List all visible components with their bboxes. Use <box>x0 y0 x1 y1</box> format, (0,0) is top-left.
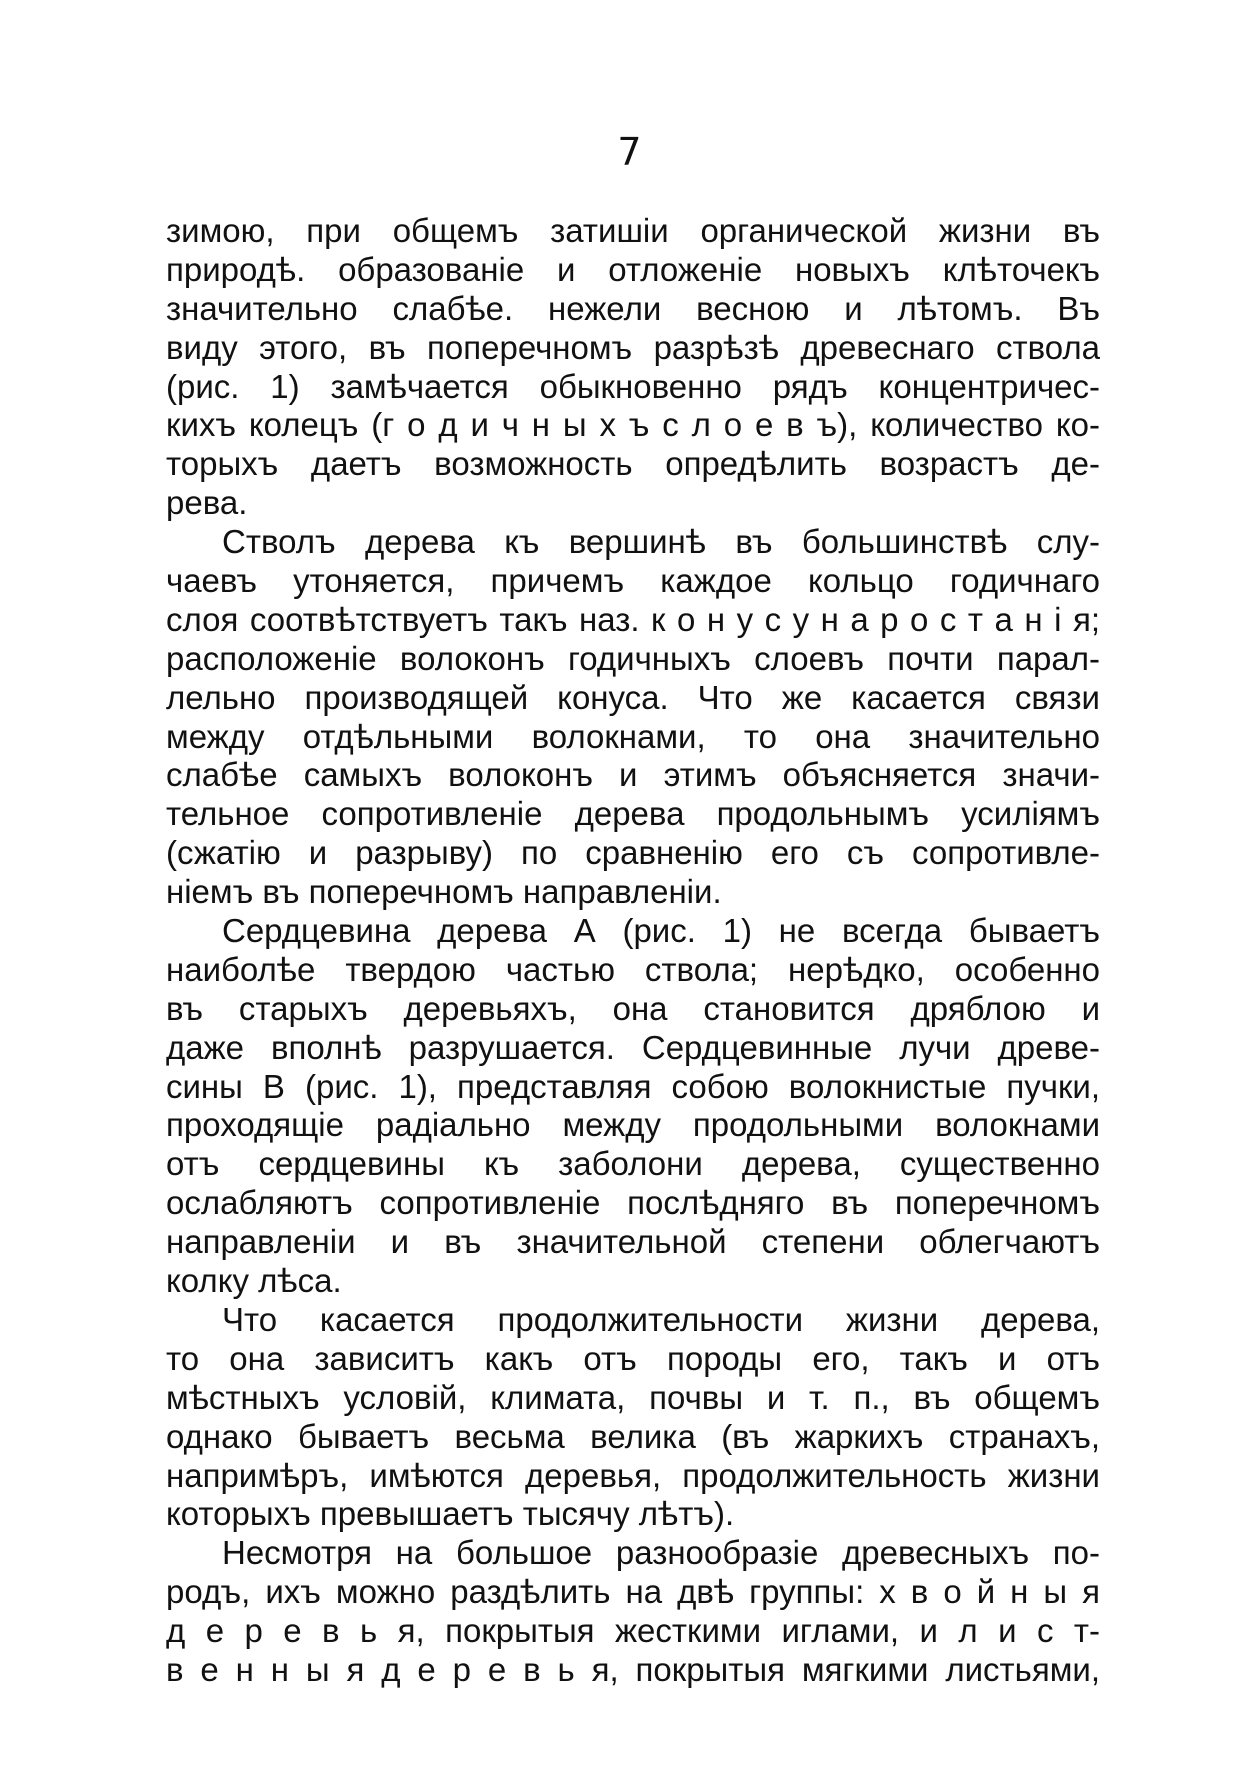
paragraph <box>166 1534 1100 1690</box>
text-line: колку лѣса. <box>166 1262 342 1300</box>
page-number: 7 <box>617 130 642 174</box>
text-line: сины В (рис. 1), представляя собою волокнистые пучки, <box>166 1067 1100 1105</box>
text-line: напримѣръ, имѣются деревья, продолжительность жизни <box>166 1456 1100 1494</box>
text-line: между отдѣльными волокнами, то она значительно <box>166 717 1100 755</box>
text-line: в е н н ы я д е р е в ь я, покрытыя мягкими листьями, <box>166 1650 1100 1688</box>
paragraph <box>166 1301 1100 1534</box>
text-line: ніемъ въ поперечномъ направленіи. <box>166 873 722 911</box>
text-line: наиболѣе твердою частью ствола; нерѣдко, особенно <box>166 950 1100 988</box>
text-line: въ старыхъ деревьяхъ, она становится дряблою и <box>166 989 1100 1027</box>
text-line: расположеніе волоконъ годичныхъ слоевъ почти парал- <box>166 639 1100 677</box>
paragraph <box>166 212 1100 523</box>
text-line: слоя соотвѣтствуетъ такъ наз. к о н у с у н а р о с т а н і я; <box>166 600 1100 638</box>
text-line: д е р е в ь я, покрытыя жесткими иглами, и л и с т- <box>166 1612 1100 1650</box>
text-line: которыхъ превышаетъ тысячу лѣтъ). <box>166 1495 735 1533</box>
text-line: Сердцевина дерева А (рис. 1) не всегда бываетъ <box>222 912 1100 950</box>
text-line: значительно слабѣе. нежели весною и лѣтомъ. Въ <box>166 289 1100 327</box>
text-line: ослабляютъ сопротивленіе послѣдняго въ поперечномъ <box>166 1184 1100 1222</box>
text-line: (рис. 1) замѣчается обыкновенно рядъ концентричес- <box>166 367 1100 405</box>
text-line: рева. <box>166 484 248 522</box>
paragraph <box>166 523 1100 912</box>
paragraph <box>166 912 1100 1301</box>
text-line: Что касается продолжительности жизни дерева, <box>222 1300 1100 1338</box>
text-line: торыхъ даетъ возможность опредѣлить возрастъ де- <box>166 445 1100 483</box>
text-line: Стволъ дерева къ вершинѣ въ большинствѣ слу- <box>222 523 1100 561</box>
text-line: то она зависитъ какъ отъ породы его, такъ и отъ <box>166 1339 1100 1377</box>
text-line: направленіи и въ значительной степени облегчаютъ <box>166 1223 1100 1261</box>
text-line: тельное сопротивленіе дерева продольнымъ усиліямъ <box>166 795 1100 833</box>
text-line: даже вполнѣ разрушается. Сердцевинные лучи древе- <box>166 1028 1100 1066</box>
text-line: зимою, при общемъ затишіи органической жизни въ <box>166 212 1100 249</box>
text-line: кихъ колецъ (г о д и ч н ы х ъ с л о е в ъ), количество ко- <box>166 406 1100 444</box>
text-line: слабѣе самыхъ волоконъ и этимъ объясняется значи- <box>166 756 1100 794</box>
text-line: однако бываетъ весьма велика (въ жаркихъ странахъ, <box>166 1417 1100 1455</box>
text-line: (сжатію и разрыву) по сравненію его съ сопротивле- <box>166 834 1100 872</box>
text-line: Несмотря на большое разнообразіе древесныхъ по- <box>222 1534 1100 1572</box>
text-line: чаевъ утоняется, причемъ каждое кольцо годичнаго <box>166 562 1100 600</box>
text-line: родъ, ихъ можно раздѣлить на двѣ группы: х в о й н ы я <box>166 1573 1100 1611</box>
text-line: отъ сердцевины къ заболони дерева, существенно <box>166 1145 1100 1183</box>
text-line: мѣстныхъ условій, климата, почвы и т. п., въ общемъ <box>166 1378 1100 1416</box>
text-line: виду этого, въ поперечномъ разрѣзѣ древеснаго ствола <box>166 328 1100 366</box>
body-text <box>166 212 1100 1690</box>
text-line: проходящіе радіально между продольными волокнами <box>166 1106 1100 1144</box>
text-line: природѣ. образованіе и отложеніе новыхъ клѣточекъ <box>166 250 1100 288</box>
text-line: лельно производящей конуса. Что же касается связи <box>166 678 1100 716</box>
